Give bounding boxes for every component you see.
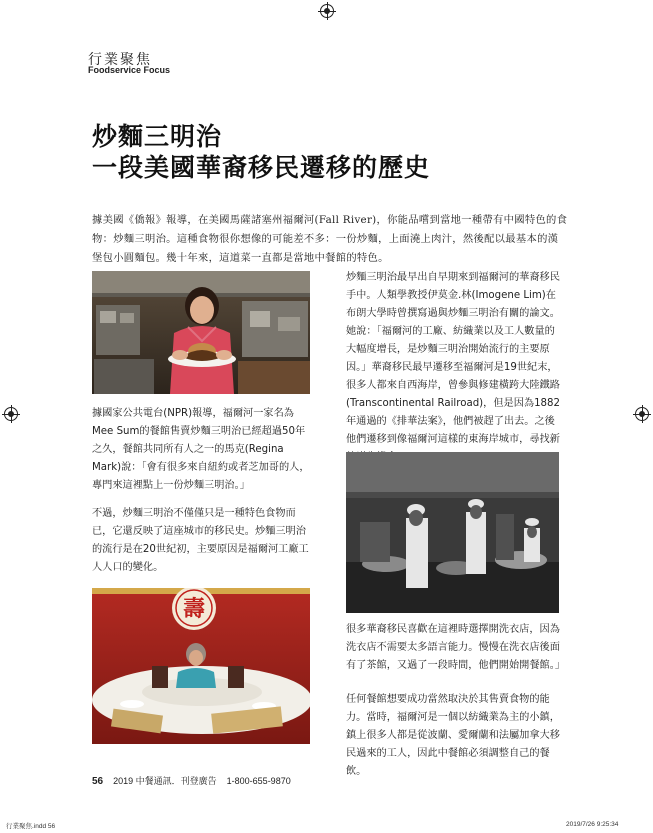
- body-text-right-top: [346, 269, 565, 477]
- registration-mark-left: [4, 407, 18, 421]
- paragraph: 炒麵三明治最早出自早期來到福爾河的華裔移民手中。人類學教授伊莫金.林(Imogene Lim)在布朗大學時曾撰寫過與炒麵三明治有關的論文。她說：「福爾河的工廠、紡織業以及工人數量的大幅度增長，是炒麵三明治開始流行的主要原因。」華裔移民最早遷移至福爾河是19世紀末，很多人都來自西海岸，曾參與修建橫跨大陸鐵路(Transcontinental Railroad)，但是因為1882年通過的《排華法案》，他們被趕了出去。之後他們遷移到像福爾河這樣的東海岸城市，尋找新: [346, 272, 560, 445]
- article-title-line1: 炒麵三明治: [92, 122, 223, 151]
- page-footer: [92, 774, 291, 787]
- print-slug-filename: 行業聚焦.indd 56: [6, 823, 56, 830]
- longevity-character: 壽: [182, 596, 206, 622]
- section-title-chinese: 行業聚焦: [88, 52, 152, 68]
- registration-mark-right: [635, 407, 649, 421]
- photo-historical-kitchen: [346, 452, 559, 613]
- article-title-line2: 一段美國華裔移民遷移的歷史: [92, 153, 431, 182]
- print-slug-timestamp: 2019/7/26 9:25:34: [566, 821, 619, 828]
- paragraph: 任何餐館想要成功當然取決於其售賣食物的能力。當時，福爾河是一個以紡織業為主的小鎮，鎮上很多人都是從波蘭、愛爾蘭和法屬加拿大移民過來的工人，因此中餐館必須調整自己的餐飲。: [346, 694, 560, 777]
- body-text-right-middle: [346, 621, 565, 791]
- photo-restaurant-dining-room: [92, 588, 310, 744]
- registration-mark-top: [320, 4, 334, 18]
- section-title-english: Foodservice Focus: [88, 65, 171, 75]
- body-text-left-middle: [92, 405, 310, 587]
- photo-woman-with-sandwich: [92, 271, 310, 394]
- intro-paragraph: 據美國《僑報》報導，在美國馬薩諸塞州福爾河(Fall River)，你能品嚐到當地一種帶有中國特色的食物：炒麵三明治。這種食物很你想像的可能差不多：一份炒麵，上面澆上肉汁，然後配以最基本的漢堡包小圓麵包。幾十年來，這道菜一直都是當地中餐館的特色。: [92, 214, 568, 264]
- issue-info: 2019 中餐通訊．刊登廣告: [113, 776, 217, 786]
- paragraph: 據國家公共電台(NPR)報導，福爾河一家名為Mee Sum的餐館售賣炒麵三明治已經超過50年之久，餐館共同所有人之一的馬克(Regina Mark)說：「會有很多來自紐約或者芝加哥的人，專門來這裡點上一份炒麵三明治。」: [92, 408, 310, 491]
- phone-number: 1-800-655-9870: [226, 776, 291, 786]
- paragraph: 不過，炒麵三明治不僅僅只是一種特色食物而已，它還反映了這座城市的移民史。炒麵三明治的流行是在20世紀初，主要原因是福爾河工廠工人人口的變化。: [92, 508, 309, 573]
- page-number: 56: [92, 776, 104, 787]
- paragraph: 很多華裔移民喜歡在這裡時選擇開洗衣店，因為洗衣店不需要太多語言能力。慢慢在洗衣店後面有了茶館，又過了一段時間，他們開始開餐館。」: [346, 624, 566, 671]
